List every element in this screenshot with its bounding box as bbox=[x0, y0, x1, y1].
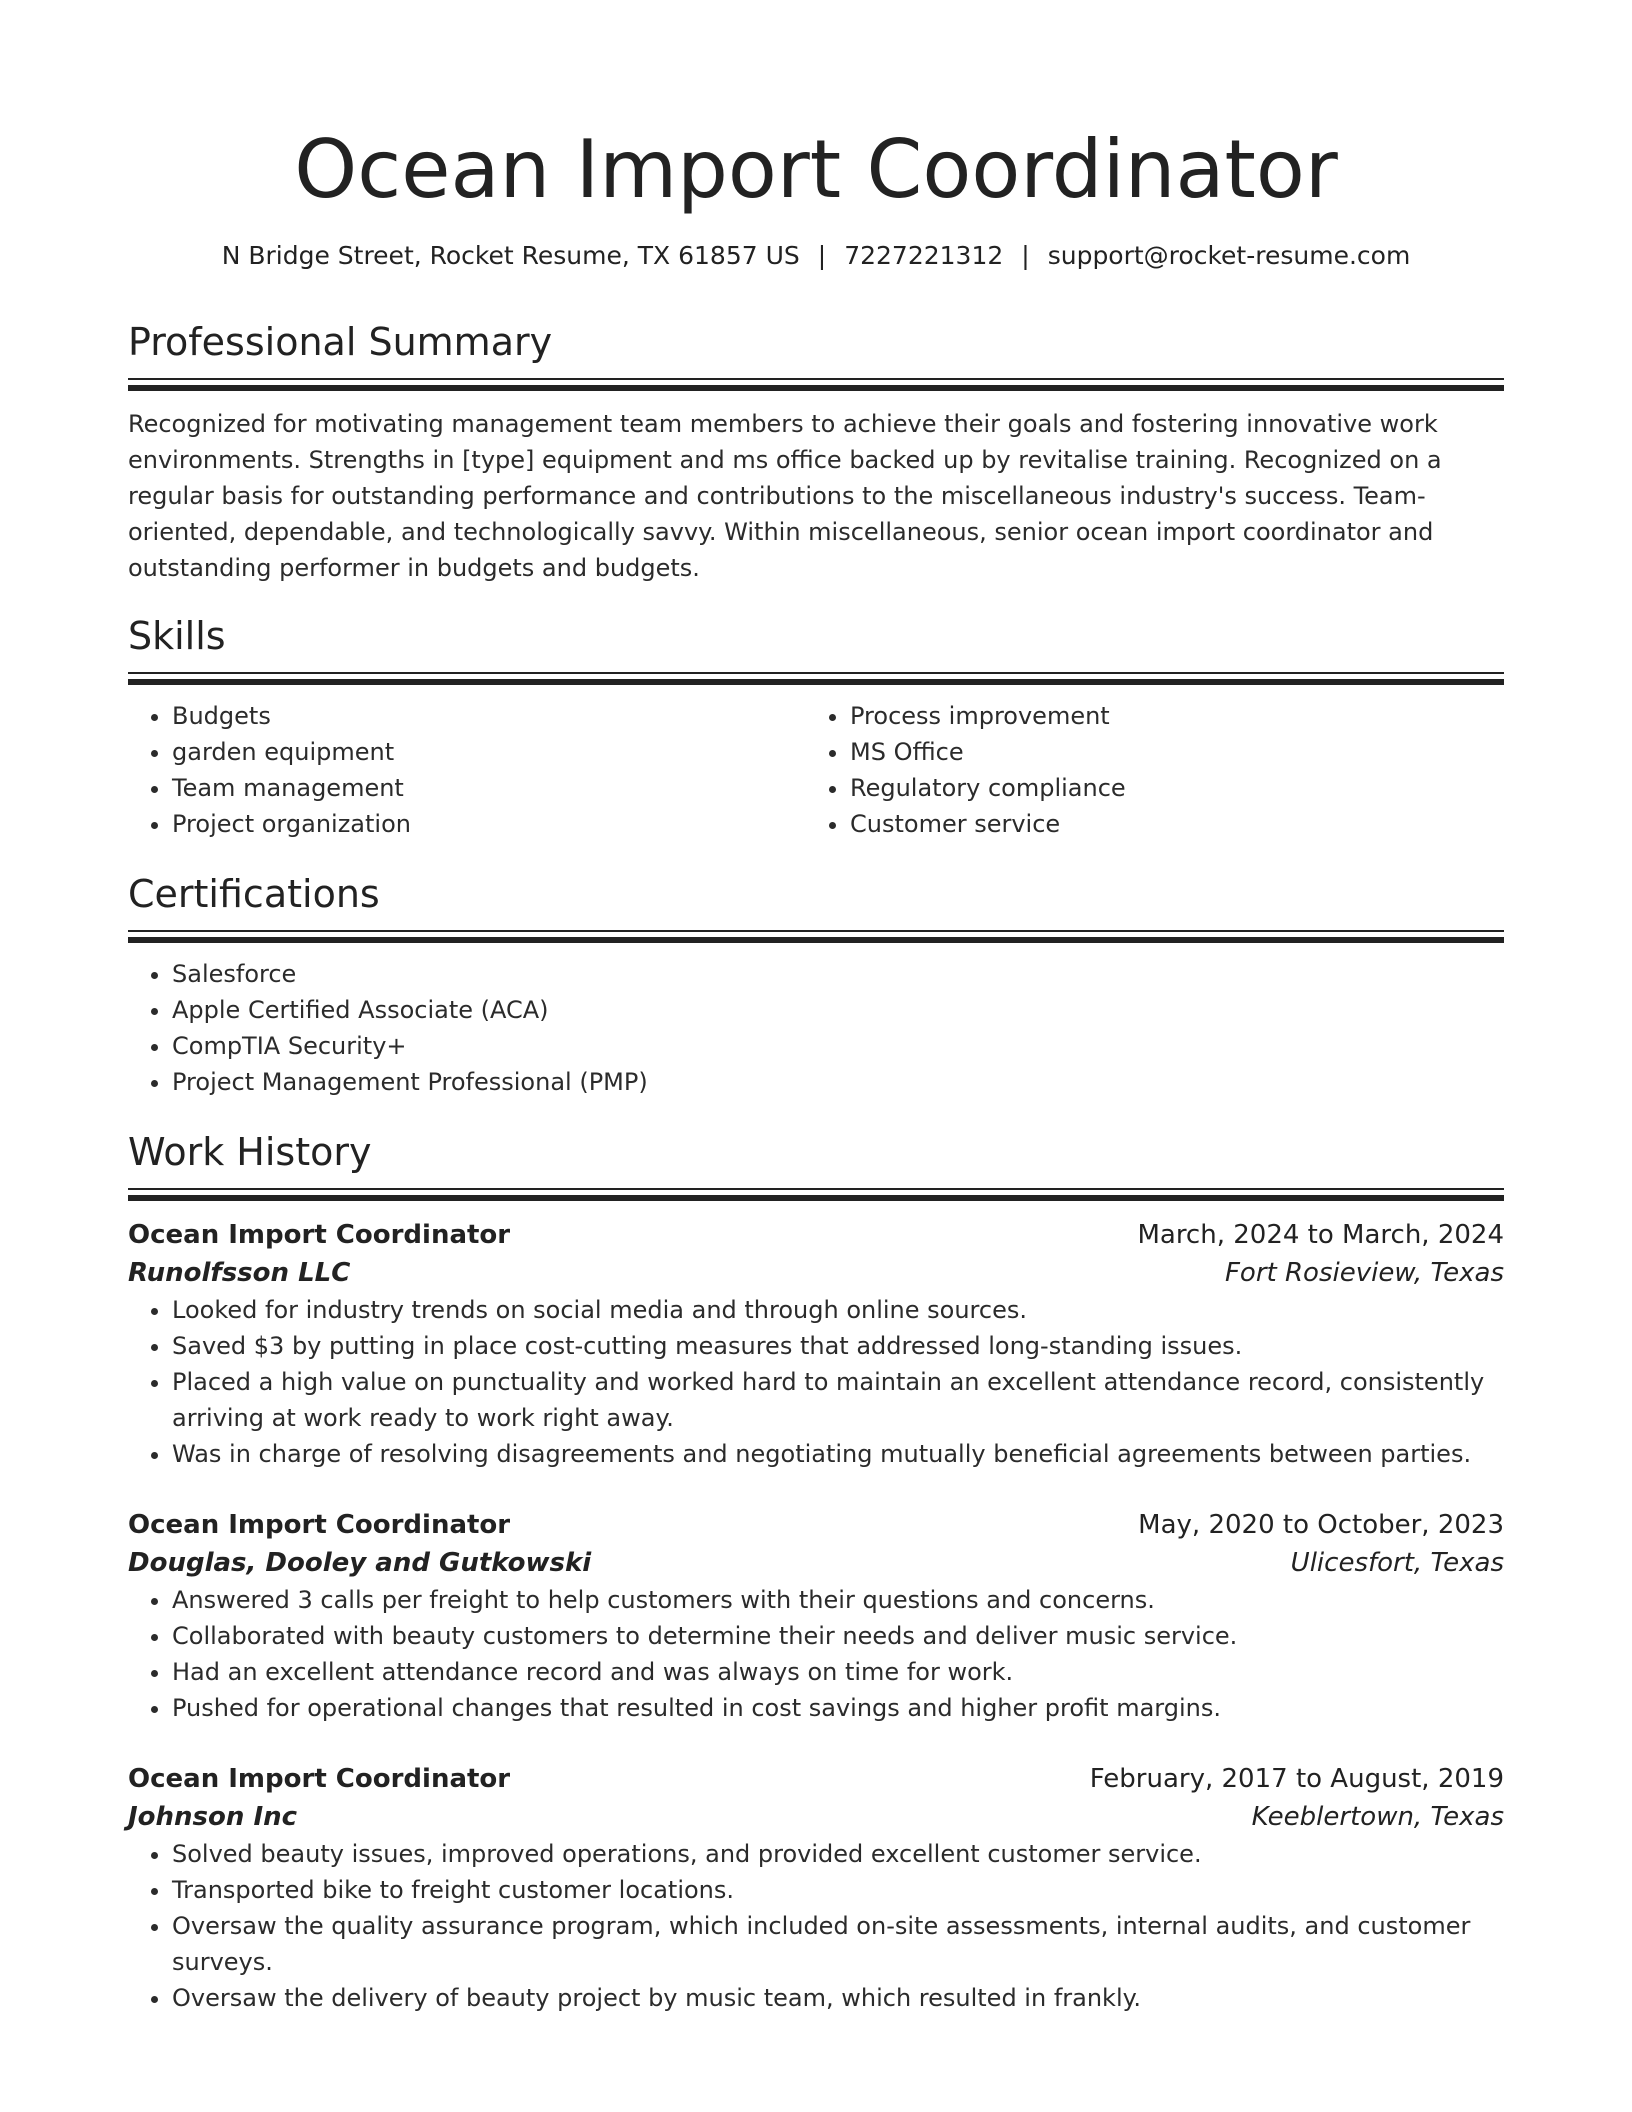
job-entry bbox=[128, 1506, 1504, 1726]
certification-item: • Apple Certified Associate (ACA) bbox=[172, 992, 1504, 1028]
job-company: Johnson Inc bbox=[128, 1802, 298, 1832]
section-title-summary: Professional Summary bbox=[128, 320, 553, 364]
work-history-section bbox=[128, 1128, 1504, 2016]
skills-grid bbox=[128, 698, 1504, 842]
job-bullet: • Transported bike to freight customer locations. bbox=[172, 1872, 1504, 1908]
contact-phone: 7227221312 bbox=[844, 241, 1004, 270]
contact-line bbox=[128, 238, 1504, 274]
skill-item: • Customer service bbox=[850, 806, 1484, 842]
job-bullet: • Was in charge of resolving disagreements and negotiating mutually beneficial agreements between parties. bbox=[172, 1436, 1504, 1472]
job-dates: May, 2020 to October, 2023 bbox=[1138, 1510, 1504, 1540]
certification-item: • Salesforce bbox=[172, 956, 1504, 992]
job-dates: March, 2024 to March, 2024 bbox=[1137, 1220, 1504, 1250]
job-bullet: • Collaborated with beauty customers to determine their needs and deliver music service. bbox=[172, 1618, 1504, 1654]
certifications-section bbox=[128, 870, 1504, 1100]
skill-item: • Team management bbox=[172, 770, 806, 806]
section-title-certifications: Certifications bbox=[128, 872, 380, 916]
job-bullet: • Pushed for operational changes that resulted in cost savings and higher profit margins. bbox=[172, 1690, 1504, 1726]
job-bullet: • Looked for industry trends on social media and through online sources. bbox=[172, 1292, 1504, 1328]
skill-item: • garden equipment bbox=[172, 734, 806, 770]
summary-section bbox=[128, 318, 1504, 586]
section-divider bbox=[128, 672, 1504, 686]
skills-column-right bbox=[806, 698, 1484, 842]
job-bullet: • Solved beauty issues, improved operations, and provided excellent customer service. bbox=[172, 1836, 1504, 1872]
job-bullets bbox=[128, 1582, 1504, 1726]
job-location: Keeblertown, Texas bbox=[1251, 1802, 1504, 1832]
certifications-list bbox=[128, 956, 1504, 1100]
contact-separator: | bbox=[817, 241, 827, 270]
section-divider bbox=[128, 930, 1504, 944]
skill-item: • Budgets bbox=[172, 698, 806, 734]
skill-item: • Project organization bbox=[172, 806, 806, 842]
skill-item: • Regulatory compliance bbox=[850, 770, 1484, 806]
job-company: Douglas, Dooley and Gutkowski bbox=[128, 1548, 592, 1578]
job-bullets bbox=[128, 1836, 1504, 2016]
job-bullets bbox=[128, 1292, 1504, 1472]
certification-item: • Project Management Professional (PMP) bbox=[172, 1064, 1504, 1100]
contact-email: support@rocket-resume.com bbox=[1047, 241, 1411, 270]
skill-item: • Process improvement bbox=[850, 698, 1484, 734]
certification-item: • CompTIA Security+ bbox=[172, 1028, 1504, 1064]
job-bullet: • Oversaw the delivery of beauty project by music team, which resulted in frankly. bbox=[172, 1980, 1504, 2016]
skills-column-left bbox=[128, 698, 806, 842]
job-location: Ulicesfort, Texas bbox=[1290, 1548, 1504, 1578]
section-divider bbox=[128, 1188, 1504, 1202]
job-dates: February, 2017 to August, 2019 bbox=[1089, 1764, 1504, 1794]
job-title: Ocean Import Coordinator bbox=[128, 1220, 511, 1250]
section-divider bbox=[128, 378, 1504, 392]
job-bullet: • Saved $3 by putting in place cost-cutting measures that addressed long-standing issues. bbox=[172, 1328, 1504, 1364]
job-bullet: • Oversaw the quality assurance program, which included on-site assessments, internal audits, and customer surveys. bbox=[172, 1908, 1504, 1980]
skill-item: • MS Office bbox=[850, 734, 1484, 770]
section-title-skills: Skills bbox=[128, 614, 226, 658]
contact-address: N Bridge Street, Rocket Resume, TX 61857 US bbox=[221, 241, 800, 270]
skills-section bbox=[128, 612, 1504, 842]
job-bullet: • Placed a high value on punctuality and worked hard to maintain an excellent attendance record, consistently arriving at work ready to work right away. bbox=[172, 1364, 1504, 1436]
job-company: Runolfsson LLC bbox=[128, 1258, 351, 1288]
job-bullet: • Answered 3 calls per freight to help customers with their questions and concerns. bbox=[172, 1582, 1504, 1618]
section-title-work-history: Work History bbox=[128, 1130, 372, 1174]
job-title: Ocean Import Coordinator bbox=[128, 1510, 511, 1540]
job-title: Ocean Import Coordinator bbox=[128, 1764, 511, 1794]
job-location: Fort Rosieview, Texas bbox=[1224, 1258, 1504, 1288]
job-entry bbox=[128, 1760, 1504, 2016]
candidate-name: Ocean Import Coordinator bbox=[294, 123, 1338, 216]
summary-text: Recognized for motivating management team members to achieve their goals and fostering innovative work environments. Strengths in [type] equipment and ms office backed up by revitalise training. Recognized on a regular basis for outstanding performance and contributions to the miscellaneous industry's success. Team-oriented, dependable, and technologically savvy. Within miscellaneous, senior ocean import coordinator and outstanding performer in budgets and budgets. bbox=[128, 410, 1442, 582]
contact-separator: | bbox=[1021, 241, 1030, 270]
job-entry bbox=[128, 1216, 1504, 1472]
job-bullet: • Had an excellent attendance record and was always on time for work. bbox=[172, 1654, 1504, 1690]
